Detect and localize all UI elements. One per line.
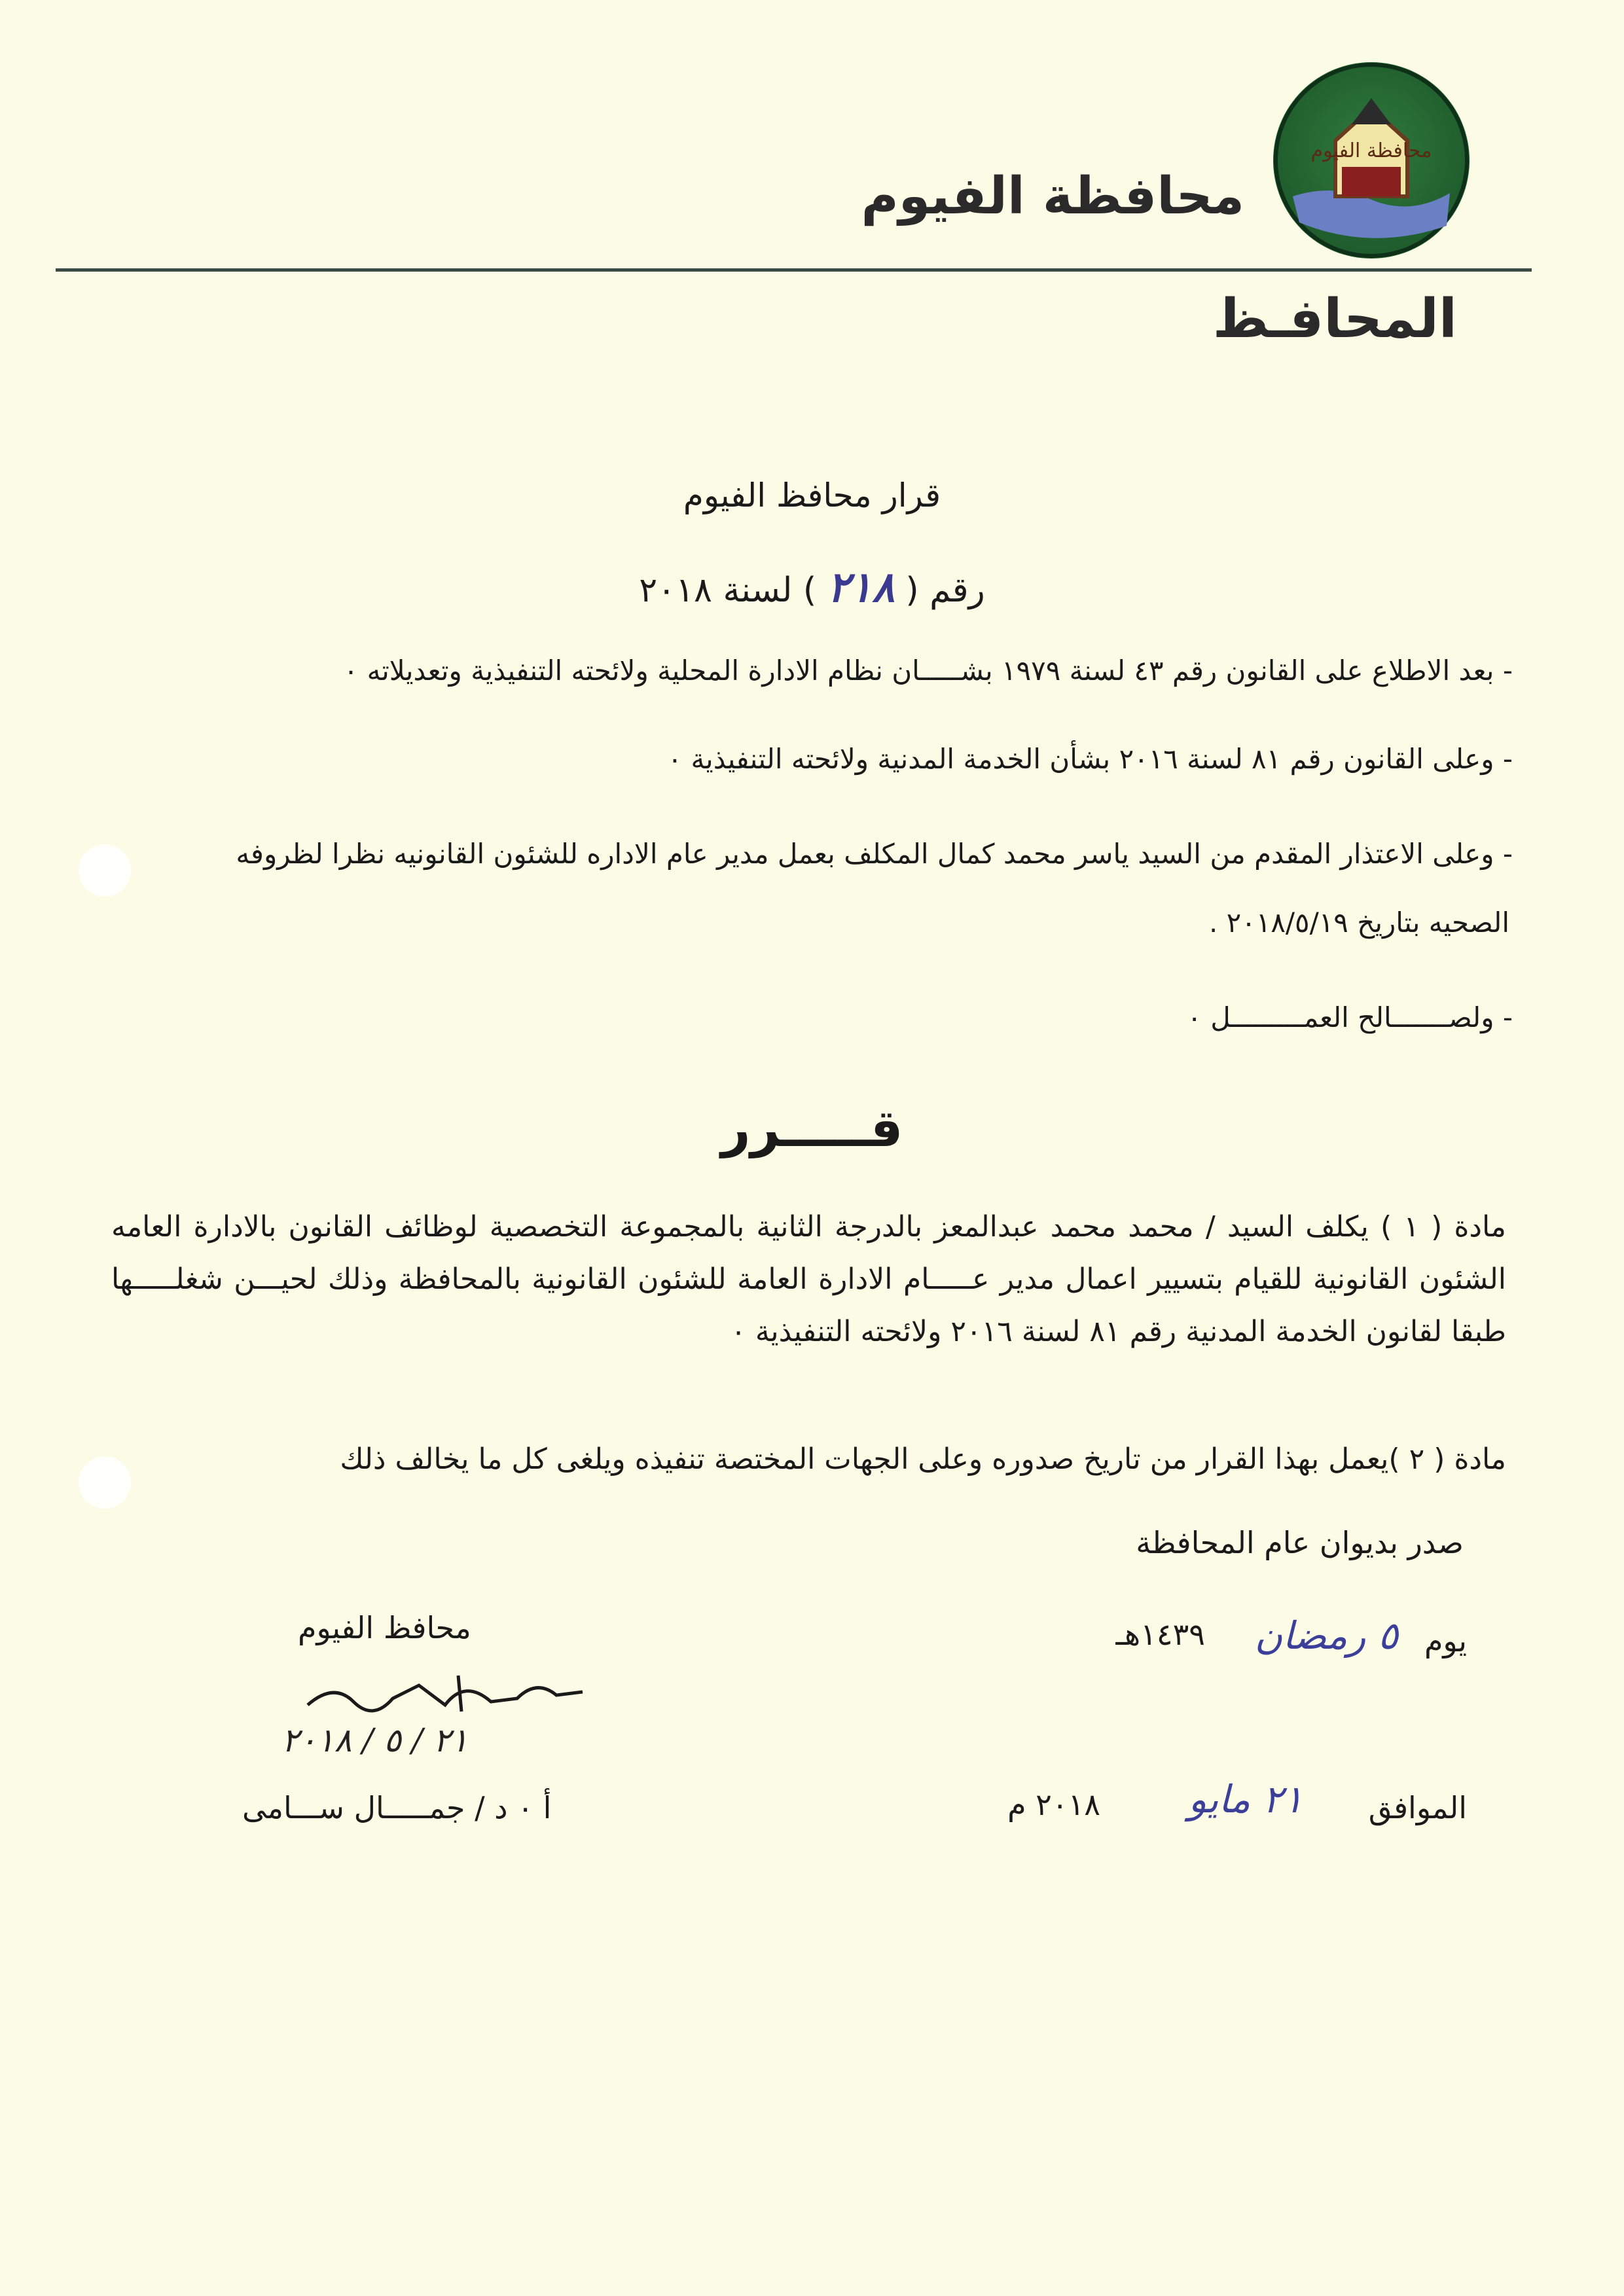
- article-2: مادة ( ٢ )يعمل بهذا القرار من تاريخ صدوره وعلى الجهات المختصة تنفيذه ويلغى كل ما يخالف ذلك: [340, 1443, 1506, 1476]
- hijri-year: ١٤٣٩هـ: [1115, 1617, 1205, 1652]
- decision-title: قرار محافظ الفيوم: [683, 476, 941, 514]
- gregorian-year: ٢٠١٨ م: [1007, 1787, 1100, 1822]
- recital-1: - بعد الاطلاع على القانون رقم ٤٣ لسنة ١٩٧٩ بشـــــان نظام الادارة المحلية ولائحته التنفيذية وتعديلاته ٠: [343, 655, 1513, 687]
- decision-number: [0, 563, 1624, 612]
- issued-at: صدر بديوان عام المحافظة: [1136, 1525, 1464, 1560]
- punch-hole-bottom: [79, 1456, 131, 1509]
- recital-4: - ولصـــــــالح العمـــــــــل ٠: [1187, 1001, 1513, 1033]
- governor-name: أ ٠ د / جمـــــال ســـامى: [242, 1790, 552, 1825]
- decree-heading: قـــــرر: [721, 1100, 903, 1158]
- seal-graphic: [1273, 62, 1470, 259]
- organization-name: محافظة الفيوم: [861, 167, 1244, 226]
- recital-2: - وعلى القانون رقم ٨١ لسنة ٢٠١٦ بشأن الخدمة المدنية ولائحته التنفيذية ٠: [667, 743, 1513, 775]
- article-1: مادة ( ١ ) يكلف السيد / محمد محمد عبدالمعز بالدرجة الثانية بالمجموعة التخصصية لوظائف القانون بالادارة العامه الشئون القانونية للقيام بتسيير اعمال مدير عـــــام الادارة العامة للشئون القانونية بالمحافظة وذلك لحيـــن شغلـــــها طبقا لقانون الخدمة المدنية رقم ٨١ لسنة ٢٠١٦ ولائحته التنفيذية ٠: [111, 1210, 1506, 1348]
- signature-graphic: [295, 1666, 609, 1725]
- governor-title: محافظ الفيوم: [298, 1610, 471, 1645]
- decision-number-value: ٢١٨: [827, 563, 895, 612]
- gregorian-label: الموافق: [1368, 1790, 1467, 1825]
- recital-3: - وعلى الاعتذار المقدم من السيد ياسر محمد كمال المكلف بعمل مدير عام الاداره للشئون القانونيه نظرا لظروفه: [236, 838, 1513, 870]
- gregorian-handwritten: ٢١ مايو: [1188, 1777, 1303, 1821]
- header-divider: [56, 268, 1532, 272]
- day-handwritten: ٥ رمضان: [1254, 1613, 1398, 1658]
- decision-number-suffix: ) لسنة ٢٠١٨: [639, 571, 817, 610]
- punch-hole-top: [79, 844, 131, 897]
- signature-date: ٢١ / ٥ / ٢٠١٨: [281, 1721, 469, 1759]
- day-label: يوم: [1424, 1623, 1467, 1659]
- governor-signature: [295, 1666, 609, 1727]
- governorate-seal: [1273, 62, 1470, 259]
- decision-number-prefix: رقم (: [905, 571, 985, 610]
- recital-3-continuation: الصحيه بتاريخ ٢٠١٨/٥/١٩ .: [1208, 906, 1509, 939]
- seal-text: محافظة الفيوم: [1310, 139, 1432, 162]
- office-title: المحافـظ: [1212, 288, 1457, 350]
